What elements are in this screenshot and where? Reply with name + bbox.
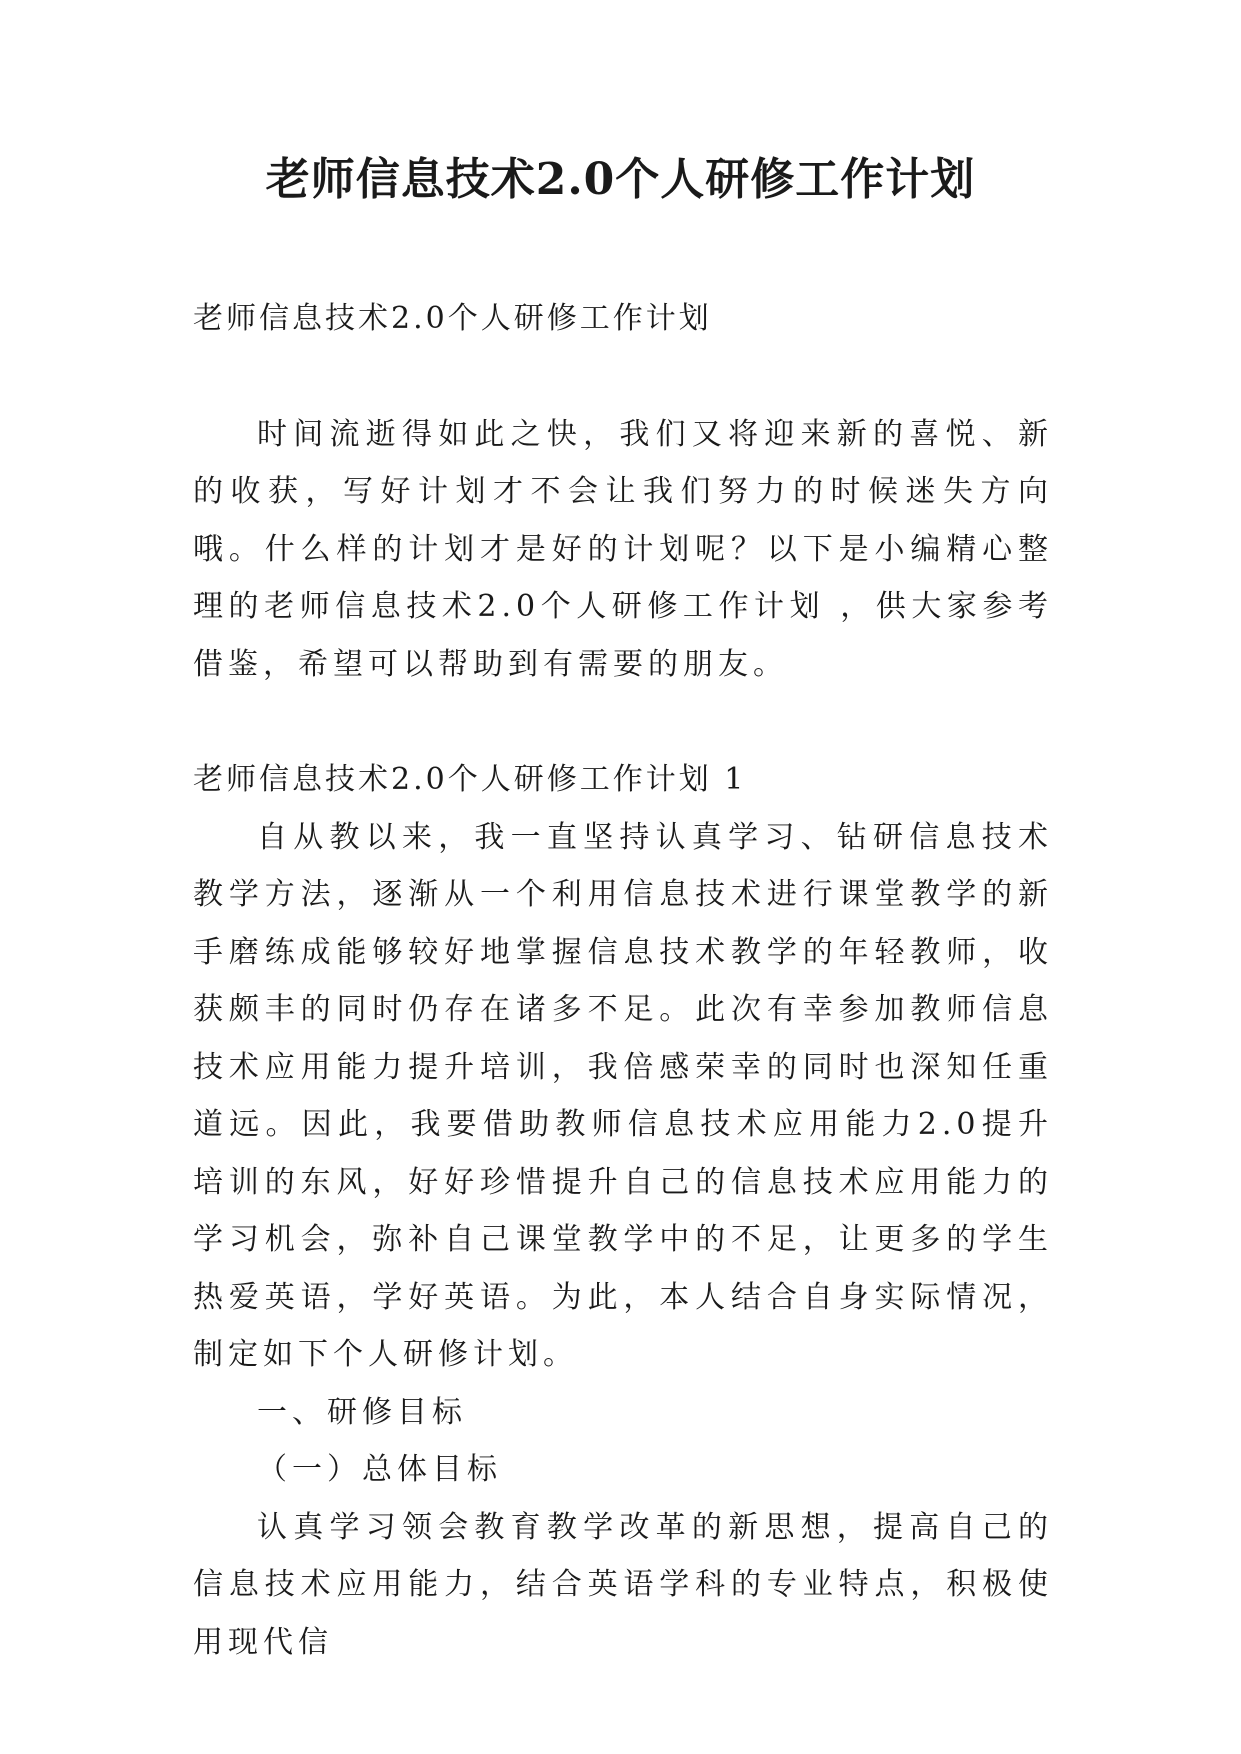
heading-overall-goals: （一）总体目标 (257, 1452, 502, 1487)
section-paragraph: 自从教以来，我一直坚持认真学习、钻研信息技术教学方法，逐渐从一个利用信息技术进行课堂教学的新手磨练成能够较好地掌握信息技术教学的年轻教师，收获颇丰的同时仍存在诸多不足。此次有幸参加教师信息技术应用能力提升培训，我倍感荣幸的同时也深知任重道远。因此，我要借助教师信息技术应用能力2.0提升培训的东风，好好珍惜提升自己的信息技术应用能力的学习机会，弥补自己课堂教学中的不足，让更多的学生热爱英语，学好英语。为此，本人结合自身实际情况，制定如下个人研修计划。 (193, 819, 1053, 1372)
intro-paragraph: 时间流逝得如此之快，我们又将迎来新的喜悦、新的收获，写好计划才不会让我们努力的时候迷失方向哦。什么样的计划才是好的计划呢？以下是小编精心整理的老师信息技术2.0个人研修工作计划 ，供大家参考借鉴，希望可以帮助到有需要的朋友。 (193, 416, 1053, 682)
document-body (193, 290, 1053, 1671)
section-heading: 老师信息技术2.0个人研修工作计划 1 (193, 762, 747, 797)
goal-paragraph: 认真学习领会教育教学改革的新思想，提高自己的信息技术应用能力，结合英语学科的专业特点，积极使用现代信 (193, 1509, 1053, 1660)
document-title: 老师信息技术2.0个人研修工作计划 (265, 154, 976, 205)
heading-research-goals: 一、研修目标 (257, 1394, 467, 1430)
document-subtitle: 老师信息技术2.0个人研修工作计划 (193, 301, 712, 336)
